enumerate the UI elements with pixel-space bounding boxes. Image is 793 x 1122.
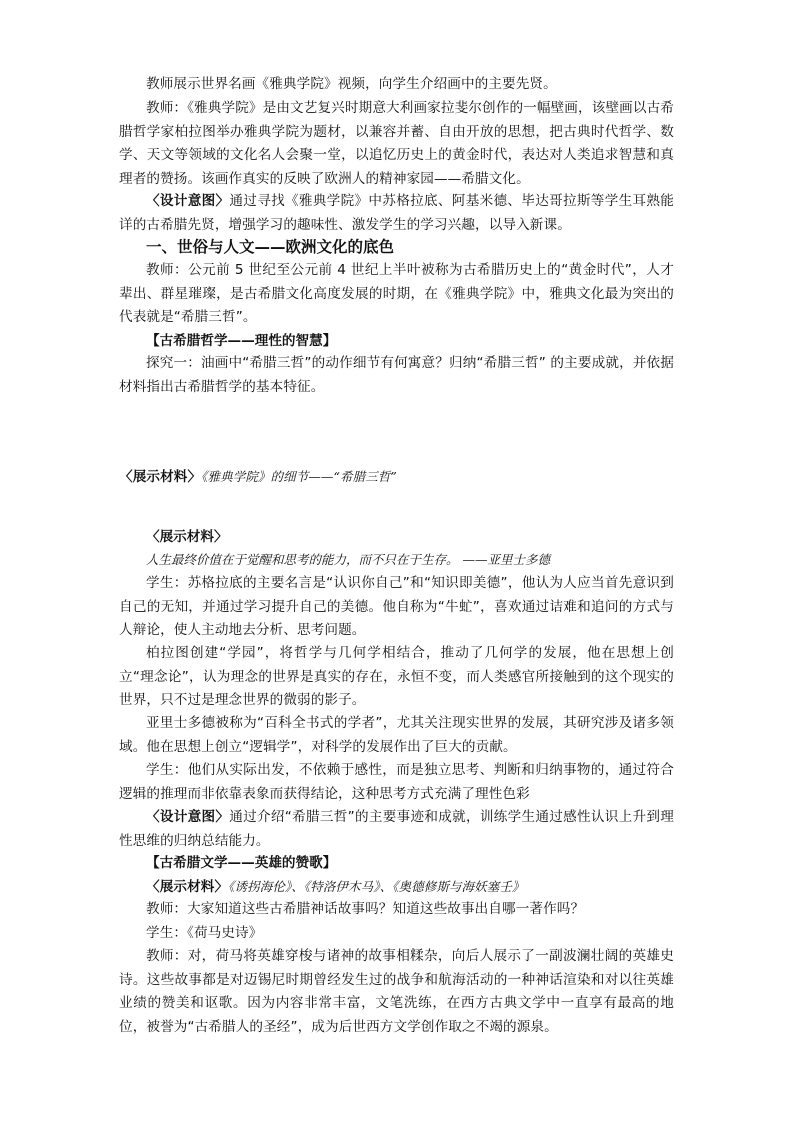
paragraph-design-intent-1: 〈设计意图〉通过寻找《雅典学院》中苏格拉底、阿基米德、毕达哥拉斯等学生耳熟能详的古希腊先贤，增强学习的趣味性、激发学生的学习兴趣，以导入新课。 [119, 193, 674, 233]
paragraph-teacher-athens: 教师：《雅典学院》是由文艺复兴时期意大利画家拉斐尔创作的一幅壁画，该壁画以古希腊哲学家柏拉图举办雅典学院为题材，以兼容并蓄、自由开放的思想，把古典时代哲学、数学、天文等领域的文化名人会聚一堂，以追忆历史上的黄金时代，表达对人类追求智慧和真理者的赞扬。该画作真实的反映了欧洲人的精神家园——希腊文化。 [119, 100, 674, 187]
material-line-1: 〈展示材料〉《雅典学院》的细节——“希腊三哲” [119, 469, 397, 485]
paragraph-student-answer: 学生：《荷马史诗》 [146, 925, 263, 941]
paragraph-teacher-question: 教师：大家知道这些古希腊神话故事吗？知道这些故事出自哪一著作吗？ [146, 901, 585, 917]
subsection-greek-literature: 【古希腊文学——英雄的赞歌】 [146, 855, 337, 871]
paragraph-aristotle: 亚里士多德被称为“百科全书式的学者”，尤其关注现实世界的发展，其研究涉及诸多领域。他在思想上创立“逻辑学”，对科学的发展作出了巨大的贡献。 [119, 715, 674, 755]
paragraph-plato: 柏拉图创建“学园”，将哲学与几何学相结合，推动了几何学的发展，他在思想上创立“理念论”，认为理念的世界是真实的存在，永恒不变，而人类感官所接触到的这个现实的世界，只不过是理念世界的微弱的影子。 [119, 645, 674, 708]
paragraph-golden-age: 教师：公元前 5 世纪至公元前 4 世纪上半叶被称为古希腊历史上的“黄金时代”，人才辈出、群星璀璨，是古希腊文化高度发展的时期，在《雅典学院》中，雅典文化最为突出的代表就是“希腊三哲”。 [119, 262, 674, 325]
paragraph-socrates: 学生：苏格拉底的主要名言是“认识你自己”和“知识即美德”，他认为人应当首先意识到自己的无知，并通过学习提升自己的美德。他自称为“牛虻”，喜欢通过诘难和追问的方式与人辩论，使人主动地去分析、思考问题。 [119, 575, 674, 638]
material-tag-2: 〈展示材料〉 [146, 529, 228, 545]
paragraph-student-rational: 学生：他们从实际出发，不依赖于感性，而是独立思考、判断和归纳事物的，通过符合逻辑的推理而非依靠表象而获得结论，这种思考方式充满了理性色彩 [119, 762, 674, 802]
paragraph-design-intent-2: 〈设计意图〉通过介绍“希腊三哲”的主要事迹和成就，训练学生通过感性认识上升到理性思维的归纳总结能力。 [119, 809, 674, 849]
paragraph-inquiry-1: 探究一：油画中“希腊三哲”的动作细节有何寓意？归纳“希腊三哲” 的主要成就，并依据材料指出古希腊哲学的基本特征。 [119, 355, 674, 395]
material-line-3: 〈展示材料〉《诱拐海伦》、《特洛伊木马》、《奥德修斯与海妖塞壬》 [146, 879, 525, 895]
aristotle-quote: 人生最终价值在于觉醒和思考的能力，而不只在于生存。 ——亚里士多德 [146, 552, 550, 567]
paragraph-homer: 教师：对，荷马将英雄穿梭与诸神的故事相糅杂，向后人展示了一副波澜壮阔的英雄史诗。这些故事都是对迈锡尼时期曾经发生过的战争和航海活动的一种神话渲染和对以往英雄业绩的赞美和讴歌。因为内容非常丰富，文笔洗练，在西方古典文学中一直享有最高的地位，被誉为“古希腊人的圣经”，成为后世西方文学创作取之不竭的源泉。 [119, 948, 674, 1035]
paragraph-intro: 教师展示世界名画《雅典学院》视频，向学生介绍画中的主要先贤。 [146, 76, 557, 92]
subsection-greek-philosophy: 【古希腊哲学——理性的智慧】 [146, 333, 337, 349]
section-heading-1: 一、世俗与人文——欧洲文化的底色 [146, 238, 395, 256]
design-intent-tag: 〈设计意图〉 [146, 193, 230, 209]
